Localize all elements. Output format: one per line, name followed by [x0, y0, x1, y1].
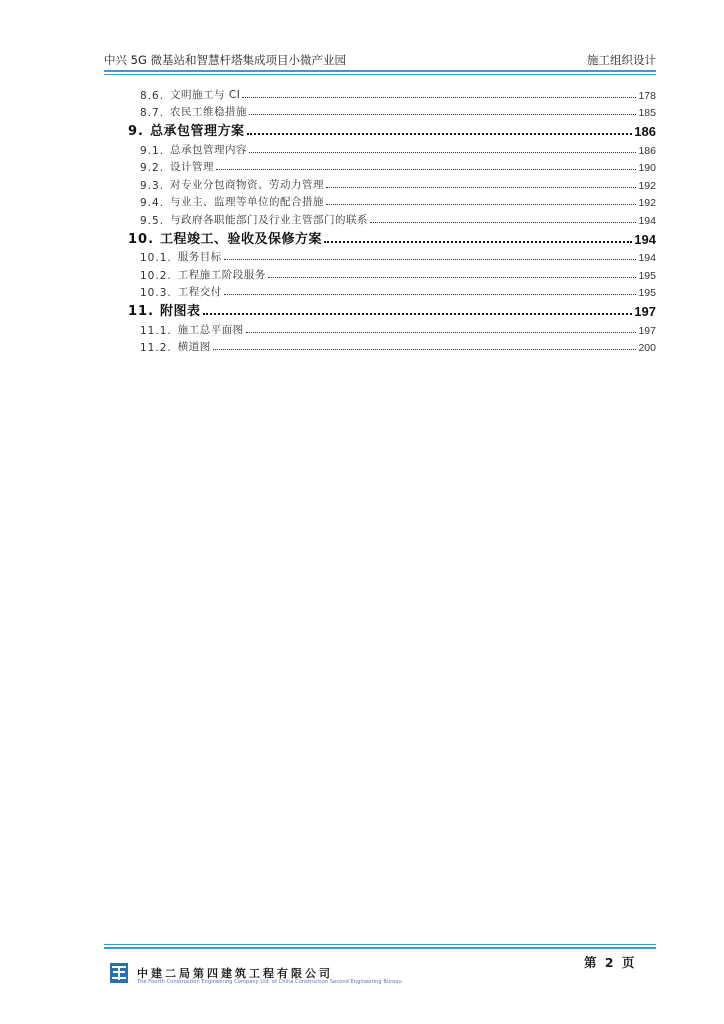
toc-entry-number: 8.7.	[140, 107, 165, 119]
toc-leader-dots	[370, 222, 636, 223]
toc-entry-title: 文明施工与 CI	[170, 88, 241, 101]
toc-leader-dots	[213, 349, 637, 350]
toc-entry[interactable]	[104, 157, 656, 175]
toc-leader-dots	[326, 204, 636, 205]
toc-entry-number: 8.6.	[140, 89, 165, 102]
table-of-contents	[104, 84, 656, 354]
toc-entry-page: 197	[638, 324, 656, 337]
toc-entry-title: 横道图	[177, 341, 211, 353]
toc-entry-number: 9.4.	[140, 197, 165, 209]
toc-chapter-title: 总承包管理方案	[149, 124, 245, 139]
toc-entry-number: 9.5.	[140, 214, 165, 227]
toc-entry[interactable]	[104, 84, 656, 102]
toc-entry-page: 194	[638, 252, 656, 264]
toc-chapter-number: 11.	[128, 304, 155, 319]
toc-chapter[interactable]	[104, 227, 656, 247]
toc-chapter-number: 10.	[128, 231, 155, 247]
toc-leader-dots	[249, 152, 636, 153]
header-project-title: 中兴 5G 微基站和智慧杆塔集成项目小微产业园	[104, 53, 347, 67]
toc-entry-title: 总承包管理内容	[170, 143, 248, 156]
toc-leader-dots	[224, 294, 637, 295]
toc-entry-page: 190	[638, 162, 656, 174]
toc-entry[interactable]	[104, 247, 656, 265]
toc-leader-dots	[326, 187, 636, 188]
toc-entry-title: 农民工维稳措施	[170, 106, 248, 118]
toc-entry[interactable]	[104, 174, 656, 192]
page-number: 第 2 页	[584, 955, 637, 970]
toc-entry-title: 与政府各职能部门及行业主管部门的联系	[170, 213, 369, 226]
toc-entry-page: 200	[638, 342, 656, 354]
toc-chapter[interactable]	[104, 299, 656, 319]
toc-entry-title: 工程施工阶段服务	[177, 268, 266, 281]
toc-entry[interactable]	[104, 319, 656, 337]
toc-entry[interactable]	[104, 102, 656, 120]
company-logo-icon	[110, 963, 128, 983]
toc-leader-dots	[242, 97, 636, 98]
toc-entry[interactable]	[104, 192, 656, 210]
toc-entry-number: 10.1.	[140, 252, 172, 264]
toc-entry-title: 与业主、监理等单位的配合措施	[170, 196, 325, 208]
header-divider	[104, 70, 656, 75]
toc-entry-title: 施工总平面图	[177, 323, 244, 336]
toc-entry-number: 9.2.	[140, 162, 165, 174]
toc-chapter-title: 附图表	[160, 304, 201, 319]
toc-chapter-title: 工程竣工、验收及保修方案	[160, 231, 323, 247]
toc-entry-number: 10.2.	[140, 269, 172, 282]
toc-leader-dots	[203, 313, 633, 315]
toc-leader-dots	[268, 277, 637, 278]
toc-chapter-page: 197	[634, 304, 656, 319]
toc-chapter[interactable]	[104, 119, 656, 139]
footer-divider	[104, 944, 656, 949]
page-header	[104, 52, 656, 70]
toc-leader-dots	[246, 332, 637, 333]
toc-entry-title: 服务目标	[177, 251, 222, 263]
toc-entry-title: 对专业分包商物资、劳动力管理	[170, 178, 325, 191]
toc-leader-dots	[247, 133, 633, 135]
toc-chapter-page: 186	[634, 124, 656, 139]
toc-leader-dots	[249, 114, 636, 115]
toc-entry[interactable]	[104, 209, 656, 227]
toc-entry-page: 185	[638, 107, 656, 119]
toc-entry-page: 178	[638, 89, 656, 102]
toc-leader-dots	[216, 169, 636, 170]
toc-entry-title: 设计管理	[170, 161, 215, 173]
toc-entry-number: 11.1.	[140, 324, 172, 337]
toc-chapter-number: 9.	[128, 124, 144, 139]
toc-entry-number: 9.1.	[140, 144, 165, 157]
toc-entry-page: 192	[638, 197, 656, 209]
toc-entry-page: 194	[638, 214, 656, 227]
toc-entry-number: 10.3.	[140, 287, 172, 299]
toc-entry-title: 工程交付	[177, 286, 222, 298]
toc-entry[interactable]	[104, 337, 656, 355]
toc-entry[interactable]	[104, 282, 656, 300]
toc-entry-page: 195	[638, 287, 656, 299]
toc-entry-number: 9.3.	[140, 179, 165, 192]
company-name-english: The Fourth Construction Engineering Company Ltd. of China Construction Second Engineering Bureau	[137, 979, 402, 985]
toc-entry-page: 195	[638, 269, 656, 282]
toc-entry-page: 186	[638, 144, 656, 157]
toc-leader-dots	[324, 241, 632, 243]
header-doc-type: 施工组织设计	[587, 53, 656, 67]
toc-chapter-page: 194	[634, 231, 656, 247]
toc-entry[interactable]	[104, 139, 656, 157]
toc-leader-dots	[224, 259, 637, 260]
toc-entry[interactable]	[104, 264, 656, 282]
company-name: 中建二局第四建筑工程有限公司	[137, 967, 333, 980]
toc-entry-number: 11.2.	[140, 342, 172, 354]
toc-entry-page: 192	[638, 179, 656, 192]
